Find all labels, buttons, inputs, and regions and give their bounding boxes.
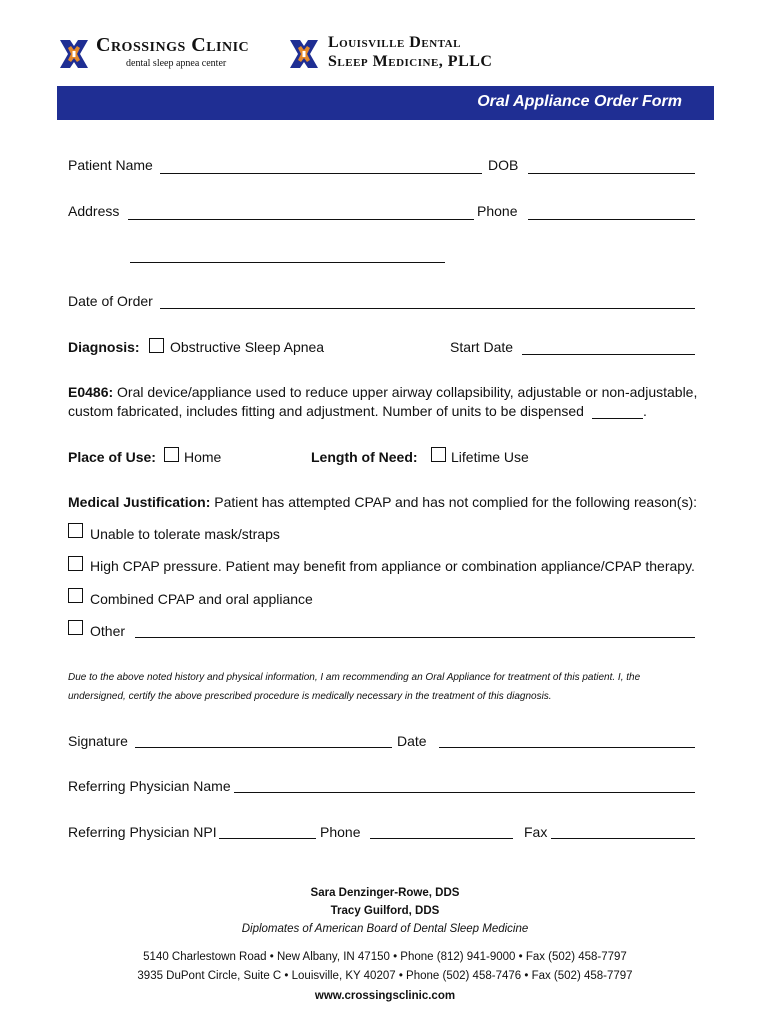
footer-doctor-1: Sara Denzinger-Rowe, DDS (310, 887, 460, 899)
louisville-line1: Louisville Dental (328, 34, 461, 51)
crossings-clinic-name: Crossings Clinic (96, 34, 250, 56)
louisville-line2: Sleep Medicine, PLLC (328, 53, 493, 70)
footer-website[interactable]: www.crossingsclinic.com (314, 990, 456, 1002)
place-of-use-label: Place of Use: (68, 449, 156, 465)
address-label: Address (68, 203, 120, 219)
ref-physician-fax-field[interactable] (551, 838, 695, 839)
ref-physician-name-field[interactable] (234, 792, 695, 793)
units-dispensed-field[interactable] (592, 418, 643, 419)
ref-physician-phone-label: Phone (320, 824, 361, 840)
home-checkbox[interactable] (164, 447, 179, 462)
ref-physician-fax-label: Fax (524, 824, 548, 840)
diagnosis-label: Diagnosis: (68, 339, 140, 355)
address-line-2-field[interactable] (130, 262, 445, 263)
e0486-code: E0486: (68, 384, 114, 400)
reason-label-mask: Unable to tolerate mask/straps (90, 526, 280, 542)
reason-checkbox-pressure[interactable] (68, 556, 83, 571)
lifetime-use-checkbox[interactable] (431, 447, 446, 462)
footer-diplomates: Diplomates of American Board of Dental Sleep Medicine (241, 923, 529, 935)
e0486-period: . (643, 403, 647, 419)
ref-physician-npi-field[interactable] (219, 838, 316, 839)
e0486-line1 (68, 384, 697, 400)
form-title-banner (57, 86, 714, 120)
e0486-line2: custom fabricated, includes fitting and adjustment. Number of units to be dispensed (68, 403, 584, 419)
lifetime-use-label: Lifetime Use (451, 449, 529, 465)
disclaimer-line2: undersigned, certify the above prescribed procedure is medically necessary in the treatment of this diagnosis. (68, 691, 552, 702)
phone-label: Phone (477, 203, 518, 219)
length-of-need-label: Length of Need: (311, 449, 418, 465)
reason-label-combined: Combined CPAP and oral appliance (90, 591, 313, 607)
reason-checkbox-other[interactable] (68, 620, 83, 635)
home-option-label: Home (184, 449, 222, 465)
phone-field[interactable] (528, 219, 695, 220)
crossings-clinic-logo (56, 34, 276, 76)
footer-address-2: 3935 DuPont Circle, Suite C • Louisville, KY 40207 • Phone (502) 458-7476 • Fax (502) 458-7797 (137, 970, 633, 982)
signature-date-field[interactable] (439, 747, 695, 748)
start-date-label: Start Date (450, 339, 514, 355)
disclaimer-line1: Due to the above noted history and physical information, I am recommending an Oral Appliance for treatment of this patient. I, the (68, 672, 641, 683)
reason-checkbox-mask[interactable] (68, 523, 83, 538)
reason-label-pressure: High CPAP pressure. Patient may benefit from appliance or combination appliance/CPAP therapy. (90, 558, 695, 574)
start-date-field[interactable] (522, 354, 695, 355)
crossings-clinic-tagline: dental sleep apnea center (126, 58, 227, 69)
crossings-x-logo-icon (56, 36, 92, 72)
medical-justification-label: Medical Justification: (68, 494, 211, 510)
louisville-dental-logo (286, 34, 516, 76)
signature-label: Signature (68, 733, 128, 749)
signature-date-label: Date (397, 733, 427, 749)
medical-justification (68, 494, 697, 510)
dob-label: DOB (488, 157, 519, 173)
medical-justification-text: Patient has attempted CPAP and has not complied for the following reason(s): (214, 494, 698, 510)
patient-name-label: Patient Name (68, 157, 153, 173)
signature-field[interactable] (135, 747, 392, 748)
patient-name-field[interactable] (160, 173, 482, 174)
osa-checkbox[interactable] (149, 338, 164, 353)
form-title: Oral Appliance Order Form (477, 93, 682, 110)
dob-field[interactable] (528, 173, 695, 174)
date-of-order-field[interactable] (160, 308, 695, 309)
other-reason-field[interactable] (135, 637, 695, 638)
ref-physician-phone-field[interactable] (370, 838, 513, 839)
date-of-order-label: Date of Order (68, 293, 153, 309)
reason-label-other: Other (90, 623, 126, 639)
louisville-x-logo-icon (286, 36, 322, 72)
osa-option-label: Obstructive Sleep Apnea (170, 339, 325, 355)
address-field[interactable] (128, 219, 474, 220)
reason-checkbox-combined[interactable] (68, 588, 83, 603)
ref-physician-name-label: Referring Physician Name (68, 778, 231, 794)
footer-address-1: 5140 Charlestown Road • New Albany, IN 47150 • Phone (812) 941-9000 • Fax (502) 458-7797 (143, 951, 627, 963)
footer-doctor-2: Tracy Guilford, DDS (330, 905, 440, 917)
e0486-text1: Oral device/appliance used to reduce upper airway collapsibility, adjustable or non-adjustable, (117, 384, 698, 400)
ref-physician-npi-label: Referring Physician NPI (68, 824, 217, 840)
